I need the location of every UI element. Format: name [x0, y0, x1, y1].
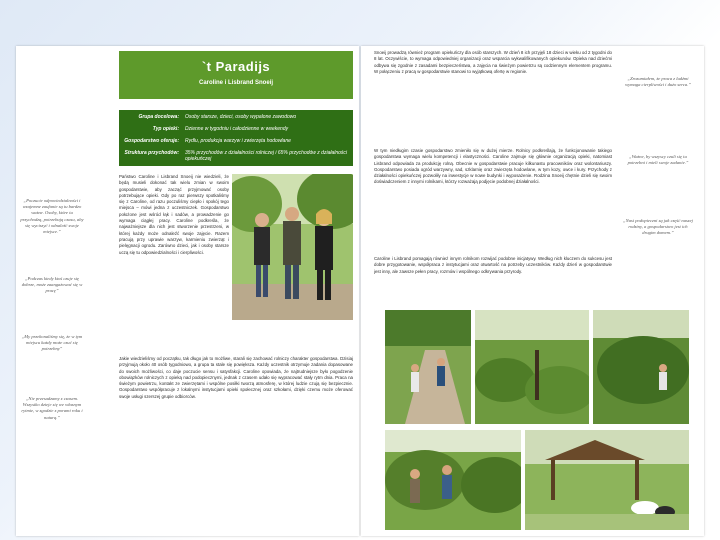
people-photo: [232, 174, 353, 320]
info-row: [123, 138, 349, 150]
sidebar-quote: „My przekonaliśmy się, że w tym miejscu każdy może czuć się potrzebny”: [21, 334, 83, 352]
info-key: Struktura przychodów:: [124, 150, 179, 156]
animal-shelter-photo: [525, 430, 689, 530]
info-box: [119, 110, 353, 166]
info-row: [123, 126, 349, 138]
intro-text: Snoeij prowadzą również program opiekuńczy dla osób starszych. W dzień 8 ich przyjęli 18 dzieci w wieku od 2 tygodni do 8 lat. Oczywiście, to wymaga odpowiedniej organizacji oraz wsparcia wykwalifikowanych opiekunów. Opieka nad dziećmi odbywa się zgodnie z zasadami bezpieczeństwa, a zajęcia na świeżym powietrzu są codziennym elementem programu. W połączeniu z pracą w gospodarstwie stanowi to wyjątkową ofertę w regionie.: [374, 50, 612, 74]
greenhouse-field-photo: [475, 310, 589, 424]
article-title: `t Paradijs: [201, 59, 271, 74]
info-key: Gospodarstwo oferuje:: [124, 138, 179, 144]
body-text: Caroline i Lisbrand pomagają również innym rolnikom rozwijać podobne inicjatywy. Według nich kluczem do sukcesu jest dobre przygotowanie, współpraca z instytucjami oraz otwartość na potrzeby uczestników. Każdy dzień w gospodarstwie jest inny, ale zawsze pełen pracy, rozmów i wspólnego odkrywania przyrody.: [374, 256, 612, 274]
info-value: Dzienne w tygodniu i całodzienne w weekendy: [185, 126, 289, 132]
info-value: 35% przychodów z działalności rolniczej i 65% przychodów z działalności opiekuńczej: [185, 150, 348, 162]
sidebar-quote: „Ważne, by wszyscy czuli się tu potrzebni i mieli swoje zadanie.”: [627, 154, 689, 166]
sidebar-quote: „Nie przesadzamy z czasem. Wszystko dzieje się we własnym rytmie, w zgodzie z porami roku i naturą.”: [21, 396, 83, 420]
intro-text: Państwo Caroline i Lisbrand Snoeij nie wiedzieli, że będą musieli dokonać tak wielu zmian w swoim gospodarstwie, aby zacząć przyjmować osoby potrzebujące opieki. Gdy po raz pierwszy spotkaliśmy się z Caroline, od razu poczuliśmy ciepło i spokój tego miejsca – mówi jedna z uczestniczek. Gospodarstwo położone jest wśród łąk i sadów, a prowadzenie go wymaga ciągłej pracy. Caroline podkreśla, że najważniejsze dla nich jest stworzenie przestrzeni, w której każdy może odnaleźć swoje zajęcie. Razem pracują przy uprawie warzyw, karmieniu zwierząt i pielęgnacji ogrodu. Zarówno dzieci, jak i osoby starsze uczą się tu odpowiedzialności i cierpliwości.: [119, 174, 229, 255]
sidebar-quote: „Zrozumiałem, że praca z ludźmi wymaga cierpliwości i dużo serca.”: [625, 76, 691, 88]
article-subtitle: Caroline i Lisbrand Snoeij: [198, 80, 273, 86]
info-row: [123, 114, 349, 126]
info-row: [123, 150, 349, 162]
info-key: Typ opieki:: [152, 126, 179, 132]
garden-path-photo: [385, 310, 471, 424]
vegetable-garden-photo: [385, 430, 521, 530]
right-page: [361, 46, 704, 536]
info-value: Rydlu, produkcja warzyw i zwierzęta hodowlane: [185, 138, 291, 144]
info-key: Grupa docelowa:: [138, 114, 179, 120]
left-page: [16, 46, 359, 536]
sidebar-quote: „Nasi podopieczni są jak część naszej rodziny, a gospodarstwo jest ich drugim domem.”: [623, 218, 693, 236]
orchard-photo: [593, 310, 689, 424]
sidebar-quote: „Poczucie odpowiedzialności i wzajemne zaufanie są tu bardzo ważne. Osoby, które tu przychodzą, potrzebują czasu, aby się wyciszyć i odnaleźć swoje miejsce.”: [20, 198, 84, 235]
sidebar-quote: „Podczas kiedy ktoś czuje się dobrze, może zaangażować się w pracę”: [21, 276, 83, 294]
body-text: W tym niedługim czasie gospodarstwo zmieniło się w dużej mierze. Rolnicy podkreślają, że funkcjonowanie takiego gospodarstwa wymaga wielu kompetencji i elastyczności. Caroline zajmuje się głównie organizacją opieki, natomiast Lisbrand odpowiada za produkcję rolną. Obecnie w gospodarstwie pracuje kilkunastu pracowników oraz wolontariuszy. Gospodarstwo posiada ogród warzywny, sad, szklarnię oraz zwierzęta hodowlane, w tym kozy, owce i kury. Przychody z działalności opiekuńczej pozwoliły na inwestycje w nowe budynki i wyposażenie. Rodzina Snoeij chętnie dzieli się swoim doświadczeniem z innymi rolnikami, którzy rozważają podjęcie podobnej działalności.: [374, 148, 612, 185]
article-header: [119, 51, 353, 99]
info-value: Osoby starsze, dzieci, osoby wypalone zawodowo: [185, 114, 297, 120]
body-text: Jakie wiedzieliśmy od początku, tak długo jak to możliwe, starali się zachować rolniczy charakter gospodarstwa. Dzisiaj przyjmują około 40 osób tygodniowo, a grupa ta stale się powiększa. Każdy uczestnik otrzymuje zadania dopasowane do swoich możliwości, co daje poczucie sensu i satysfakcji. Caroline opowiada, że najtrudniejsze było pogodzenie obowiązków rolniczych z opieką nad podopiecznymi, jednak z czasem udało się wypracować stały rytm dnia. Praca na świeżym powietrzu, kontakt ze zwierzętami i wspólne posiłki tworzą atmosferę, w której ludzie czują się bezpiecznie. Gospodarstwo współpracuje z lokalnymi instytucjami opieki społecznej oraz szkołami, dzięki czemu może oferować swoje usługi szerszej grupie odbiorców.: [119, 356, 353, 399]
